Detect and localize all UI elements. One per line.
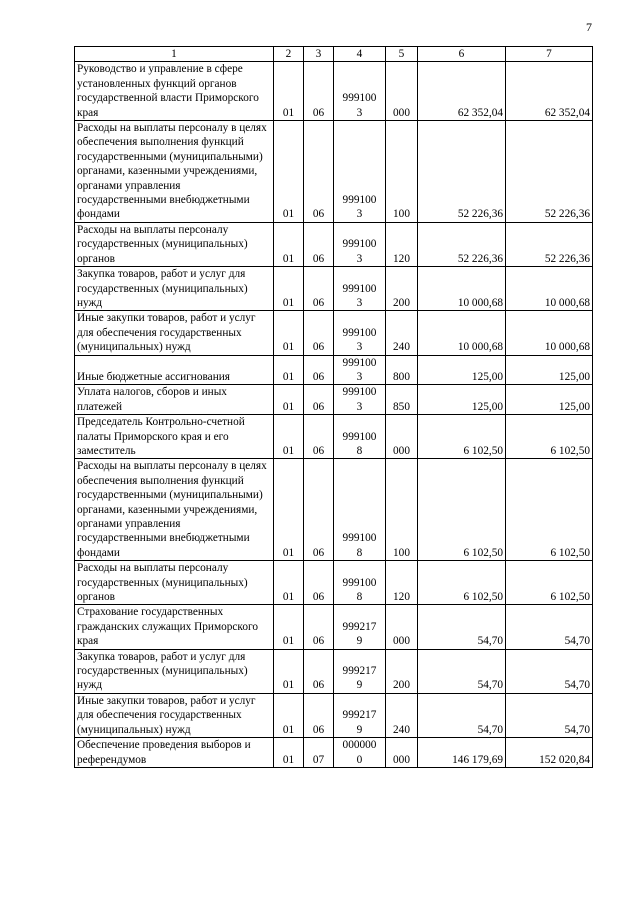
target-article-code xyxy=(334,355,386,385)
table-row xyxy=(75,222,593,266)
expense-type-code: 120 xyxy=(386,561,418,605)
amount-year-2: 54,70 xyxy=(506,693,593,737)
expense-name: Расходы на выплаты персоналу государственных (муниципальных) органов xyxy=(75,561,274,605)
table-header-row xyxy=(75,47,593,62)
target-article-code xyxy=(334,415,386,459)
section-code: 01 xyxy=(274,561,304,605)
budget-table xyxy=(74,46,593,768)
amount-year-1: 54,70 xyxy=(418,605,506,649)
expense-type-code: 800 xyxy=(386,355,418,385)
expense-type-code: 240 xyxy=(386,693,418,737)
column-header-3: 3 xyxy=(304,47,334,62)
section-code: 01 xyxy=(274,267,304,311)
subsection-code: 06 xyxy=(304,693,334,737)
subsection-code: 06 xyxy=(304,311,334,355)
target-article-code-part-2: 3 xyxy=(356,370,363,383)
expense-type-code: 100 xyxy=(386,459,418,561)
amount-year-2: 52 226,36 xyxy=(506,222,593,266)
expense-name: Расходы на выплаты персоналу государственных (муниципальных) органов xyxy=(75,222,274,266)
table-row xyxy=(75,649,593,693)
expense-type-code: 200 xyxy=(386,649,418,693)
target-article-code-part-2: 8 xyxy=(356,591,363,604)
column-header-5: 5 xyxy=(386,47,418,62)
table-row xyxy=(75,693,593,737)
table-row xyxy=(75,415,593,459)
amount-year-2: 54,70 xyxy=(506,649,593,693)
target-article-code-part-1: 999100 xyxy=(342,386,377,399)
amount-year-2: 52 226,36 xyxy=(506,121,593,223)
target-article-code-part-1: 999100 xyxy=(342,238,377,251)
expense-name: Иные закупки товаров, работ и услуг для обеспечения государственных (муниципальных) нужд xyxy=(75,693,274,737)
amount-year-1: 125,00 xyxy=(418,355,506,385)
subsection-code: 06 xyxy=(304,222,334,266)
expense-name: Закупка товаров, работ и услуг для государственных (муниципальных) нужд xyxy=(75,649,274,693)
amount-year-1: 125,00 xyxy=(418,385,506,415)
expense-name: Страхование государственных гражданских служащих Приморского края xyxy=(75,605,274,649)
expense-type-code: 000 xyxy=(386,738,418,768)
amount-year-1: 52 226,36 xyxy=(418,121,506,223)
subsection-code: 06 xyxy=(304,605,334,649)
target-article-code-part-1: 999100 xyxy=(342,532,377,545)
table-row xyxy=(75,385,593,415)
table-row xyxy=(75,561,593,605)
section-code: 01 xyxy=(274,355,304,385)
section-code: 01 xyxy=(274,121,304,223)
target-article-code-part-1: 999217 xyxy=(342,620,377,633)
target-article-code xyxy=(334,738,386,768)
subsection-code: 06 xyxy=(304,561,334,605)
amount-year-2: 62 352,04 xyxy=(506,62,593,121)
column-header-2: 2 xyxy=(274,47,304,62)
target-article-code xyxy=(334,605,386,649)
expense-name: Уплата налогов, сборов и иных платежей xyxy=(75,385,274,415)
expense-name: Расходы на выплаты персоналу в целях обеспечения выполнения функций государственными (муниципальными) органами, казенными учреждениями, органами управления государственными внебюджетными фондами xyxy=(75,121,274,223)
amount-year-1: 146 179,69 xyxy=(418,738,506,768)
amount-year-1: 6 102,50 xyxy=(418,415,506,459)
amount-year-1: 10 000,68 xyxy=(418,267,506,311)
target-article-code xyxy=(334,311,386,355)
target-article-code-part-1: 000000 xyxy=(342,739,377,752)
table-row xyxy=(75,267,593,311)
amount-year-2: 10 000,68 xyxy=(506,311,593,355)
subsection-code: 06 xyxy=(304,355,334,385)
expense-type-code: 200 xyxy=(386,267,418,311)
target-article-code xyxy=(334,693,386,737)
subsection-code: 06 xyxy=(304,459,334,561)
target-article-code-part-2: 8 xyxy=(356,546,363,559)
target-article-code xyxy=(334,222,386,266)
table-row xyxy=(75,62,593,121)
target-article-code-part-2: 9 xyxy=(356,679,363,692)
section-code: 01 xyxy=(274,415,304,459)
expense-type-code: 100 xyxy=(386,121,418,223)
target-article-code-part-2: 9 xyxy=(356,635,363,648)
target-article-code-part-2: 8 xyxy=(356,444,363,457)
target-article-code xyxy=(334,459,386,561)
target-article-code-part-1: 999100 xyxy=(342,430,377,443)
expense-name: Руководство и управление в сфере установленных функций органов государственной власти Приморского края xyxy=(75,62,274,121)
amount-year-2: 125,00 xyxy=(506,385,593,415)
target-article-code-part-1: 999100 xyxy=(342,326,377,339)
target-article-code-part-1: 999100 xyxy=(342,356,377,369)
subsection-code: 06 xyxy=(304,415,334,459)
table-row xyxy=(75,605,593,649)
target-article-code-part-2: 3 xyxy=(356,296,363,309)
target-article-code xyxy=(334,561,386,605)
target-article-code xyxy=(334,267,386,311)
amount-year-2: 54,70 xyxy=(506,605,593,649)
column-header-4: 4 xyxy=(334,47,386,62)
target-article-code-part-2: 3 xyxy=(356,208,363,221)
expense-type-code: 850 xyxy=(386,385,418,415)
expense-type-code: 120 xyxy=(386,222,418,266)
target-article-code xyxy=(334,649,386,693)
amount-year-2: 6 102,50 xyxy=(506,459,593,561)
table-row xyxy=(75,121,593,223)
amount-year-1: 54,70 xyxy=(418,693,506,737)
amount-year-1: 6 102,50 xyxy=(418,459,506,561)
section-code: 01 xyxy=(274,693,304,737)
expense-name: Обеспечение проведения выборов и референдумов xyxy=(75,738,274,768)
page-number: 7 xyxy=(586,20,592,34)
target-article-code-part-1: 999100 xyxy=(342,92,377,105)
amount-year-1: 62 352,04 xyxy=(418,62,506,121)
target-article-code-part-1: 999217 xyxy=(342,709,377,722)
target-article-code xyxy=(334,62,386,121)
section-code: 01 xyxy=(274,222,304,266)
section-code: 01 xyxy=(274,605,304,649)
expense-name: Иные бюджетные ассигнования xyxy=(75,355,274,385)
expense-type-code: 000 xyxy=(386,415,418,459)
target-article-code-part-1: 999100 xyxy=(342,282,377,295)
section-code: 01 xyxy=(274,649,304,693)
section-code: 01 xyxy=(274,62,304,121)
expense-name: Закупка товаров, работ и услуг для государственных (муниципальных) нужд xyxy=(75,267,274,311)
expense-name: Иные закупки товаров, работ и услуг для обеспечения государственных (муниципальных) нужд xyxy=(75,311,274,355)
target-article-code xyxy=(334,385,386,415)
amount-year-1: 54,70 xyxy=(418,649,506,693)
target-article-code-part-2: 3 xyxy=(356,341,363,354)
amount-year-2: 6 102,50 xyxy=(506,561,593,605)
column-header-1: 1 xyxy=(75,47,274,62)
target-article-code-part-2: 3 xyxy=(356,106,363,119)
section-code: 01 xyxy=(274,311,304,355)
subsection-code: 06 xyxy=(304,121,334,223)
target-article-code-part-2: 9 xyxy=(356,723,363,736)
expense-name: Председатель Контрольно-счетной палаты Приморского края и его заместитель xyxy=(75,415,274,459)
target-article-code-part-2: 0 xyxy=(356,753,363,766)
target-article-code-part-1: 999100 xyxy=(342,576,377,589)
table-row xyxy=(75,311,593,355)
subsection-code: 06 xyxy=(304,649,334,693)
expense-type-code: 000 xyxy=(386,605,418,649)
amount-year-2: 152 020,84 xyxy=(506,738,593,768)
expense-name: Расходы на выплаты персоналу в целях обеспечения выполнения функций государственными (муниципальными) органами, казенными учреждениями, органами управления государственными внебюджетными фондами xyxy=(75,459,274,561)
target-article-code xyxy=(334,121,386,223)
expense-type-code: 240 xyxy=(386,311,418,355)
table-row xyxy=(75,738,593,768)
subsection-code: 06 xyxy=(304,62,334,121)
column-header-6: 6 xyxy=(418,47,506,62)
target-article-code-part-1: 999217 xyxy=(342,665,377,678)
amount-year-2: 10 000,68 xyxy=(506,267,593,311)
expense-type-code: 000 xyxy=(386,62,418,121)
target-article-code-part-2: 3 xyxy=(356,400,363,413)
amount-year-2: 125,00 xyxy=(506,355,593,385)
amount-year-1: 52 226,36 xyxy=(418,222,506,266)
amount-year-2: 6 102,50 xyxy=(506,415,593,459)
subsection-code: 06 xyxy=(304,385,334,415)
subsection-code: 07 xyxy=(304,738,334,768)
amount-year-1: 10 000,68 xyxy=(418,311,506,355)
section-code: 01 xyxy=(274,385,304,415)
subsection-code: 06 xyxy=(304,267,334,311)
table-row xyxy=(75,355,593,385)
amount-year-1: 6 102,50 xyxy=(418,561,506,605)
target-article-code-part-2: 3 xyxy=(356,252,363,265)
target-article-code-part-1: 999100 xyxy=(342,194,377,207)
section-code: 01 xyxy=(274,459,304,561)
table-row xyxy=(75,459,593,561)
column-header-7: 7 xyxy=(506,47,593,62)
section-code: 01 xyxy=(274,738,304,768)
